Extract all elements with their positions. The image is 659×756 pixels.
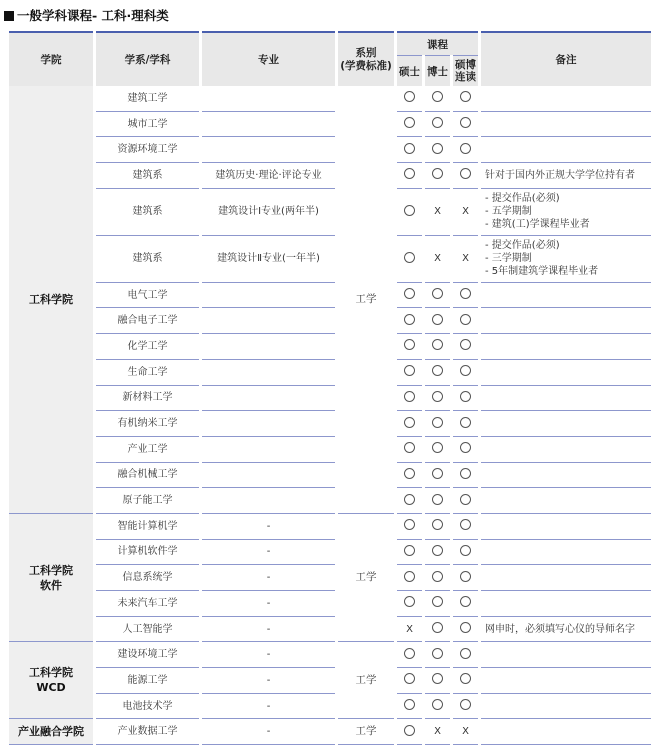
college-cell: 产业融合学院 [9,719,93,745]
header-system: 系别 (学费标准) [338,31,394,86]
table-row [9,360,651,386]
remark-cell [481,163,651,189]
circle-available-icon [432,442,443,453]
major-cell: - [202,668,335,694]
circle-available-icon [460,442,471,453]
remark-cell [481,565,651,591]
table-row [9,437,651,463]
availability-d-cell [425,488,450,514]
circle-available-icon [404,596,415,607]
circle-available-icon [404,468,415,479]
dept-cell: 产业数据工学 [96,719,199,745]
dept-cell: 能源工学 [96,668,199,694]
availability-m-cell [397,540,422,566]
availability-m-cell [397,334,422,360]
dept-cell: 人工智能学 [96,617,199,643]
availability-m-cell [397,163,422,189]
circle-available-icon [404,571,415,582]
major-cell [202,488,335,514]
cross-unavailable-mark: X [462,206,469,218]
circle-available-icon [432,339,443,350]
availability-d-cell [425,137,450,163]
major-cell: - [202,719,335,745]
dept-cell: 建筑系 [96,163,199,189]
major-cell [202,360,335,386]
circle-available-icon [432,314,443,325]
circle-available-icon [404,417,415,428]
availability-m-cell [397,463,422,489]
remark-cell [481,189,651,236]
circle-available-icon [460,519,471,530]
table-row [9,189,651,236]
circle-available-icon [460,391,471,402]
remark-line: - 三学期制 [485,253,532,265]
availability-m-cell [397,514,422,540]
circle-available-icon [404,205,415,216]
table-row [9,488,651,514]
circle-available-icon [404,288,415,299]
availability-d-cell [425,668,450,694]
dept-cell: 生命工学 [96,360,199,386]
availability-d-cell [425,189,450,236]
availability-m-cell [397,137,422,163]
availability-m-cell [397,668,422,694]
table-body [9,86,651,745]
system-cell: 工学 [338,719,394,745]
remark-cell [481,668,651,694]
availability-c-cell [453,694,478,720]
dept-cell: 计算机软件学 [96,540,199,566]
dept-cell: 城市工学 [96,112,199,138]
cross-unavailable-mark: X [434,726,441,738]
table-row [9,642,651,668]
table-row [9,591,651,617]
availability-d-cell [425,591,450,617]
table-row [9,540,651,566]
availability-m-cell [397,112,422,138]
cross-unavailable-mark: X [462,726,469,738]
major-cell [202,411,335,437]
remark-cell [481,86,651,112]
section-title-text: 一般学科课程- 工科·理科类 [17,8,169,23]
circle-available-icon [432,571,443,582]
table-row [9,137,651,163]
availability-d-cell [425,719,450,745]
major-cell [202,308,335,334]
availability-d-cell [425,283,450,309]
remark-cell [481,617,651,643]
table-row [9,283,651,309]
major-cell [202,112,335,138]
dept-cell: 未来汽车工学 [96,591,199,617]
availability-d-cell [425,163,450,189]
circle-available-icon [404,117,415,128]
cross-unavailable-mark: X [462,253,469,265]
circle-available-icon [404,391,415,402]
circle-available-icon [460,673,471,684]
table-row [9,86,651,112]
remark-line: - 五学期制 [485,206,532,218]
availability-c-cell [453,437,478,463]
availability-m-cell [397,694,422,720]
circle-available-icon [460,571,471,582]
circle-available-icon [404,365,415,376]
major-cell: 建筑设计Ⅱ专业(一年半) [202,236,335,283]
availability-d-cell [425,642,450,668]
dept-cell: 智能计算机学 [96,514,199,540]
remark-cell [481,514,651,540]
major-cell [202,137,335,163]
major-cell: - [202,642,335,668]
circle-available-icon [432,91,443,102]
circle-available-icon [460,339,471,350]
circle-available-icon [432,117,443,128]
availability-m-cell [397,386,422,412]
circle-available-icon [404,252,415,263]
remark-cell [481,719,651,745]
availability-d-cell [425,386,450,412]
circle-available-icon [460,622,471,633]
availability-c-cell [453,137,478,163]
circle-available-icon [460,143,471,154]
availability-m-cell [397,236,422,283]
circle-available-icon [432,494,443,505]
availability-m-cell [397,189,422,236]
circle-available-icon [404,314,415,325]
circle-available-icon [460,494,471,505]
major-cell: - [202,514,335,540]
circle-available-icon [432,673,443,684]
availability-d-cell [425,463,450,489]
availability-c-cell [453,617,478,643]
availability-m-cell [397,360,422,386]
circle-available-icon [460,365,471,376]
table-row [9,308,651,334]
header-remark: 备注 [481,31,651,86]
availability-c-cell [453,360,478,386]
circle-available-icon [404,545,415,556]
header-major: 专业 [202,31,335,86]
availability-c-cell [453,540,478,566]
dept-cell: 融合机械工学 [96,463,199,489]
availability-m-cell [397,283,422,309]
availability-d-cell [425,86,450,112]
circle-available-icon [432,648,443,659]
remark-line: - 5年制建筑学课程毕业者 [485,266,599,278]
availability-d-cell [425,112,450,138]
table-row [9,163,651,189]
availability-c-cell [453,463,478,489]
remark-cell [481,437,651,463]
table-row [9,565,651,591]
remark-cell [481,591,651,617]
circle-available-icon [460,117,471,128]
availability-d-cell [425,334,450,360]
dept-cell: 有机纳米工学 [96,411,199,437]
availability-m-cell [397,617,422,643]
remark-cell [481,488,651,514]
major-cell: - [202,565,335,591]
dept-cell: 建设环境工学 [96,642,199,668]
remark-cell [481,236,651,283]
college-cell: 工科学院 WCD [9,642,93,719]
major-cell [202,283,335,309]
header-dept: 学系/学科 [96,31,199,86]
remark-line: - 提交作品(必须) [485,193,560,205]
table-row [9,411,651,437]
circle-available-icon [432,545,443,556]
header-master: 硕士 [397,55,422,86]
availability-c-cell [453,386,478,412]
table-row [9,719,651,745]
table-row [9,514,651,540]
header-doctor: 博士 [425,55,450,86]
circle-available-icon [432,699,443,710]
circle-available-icon [460,596,471,607]
circle-available-icon [460,648,471,659]
major-cell [202,463,335,489]
college-cell: 工科学院 [9,86,93,514]
dept-cell: 资源环境工学 [96,137,199,163]
circle-available-icon [460,168,471,179]
circle-available-icon [404,699,415,710]
availability-c-cell [453,189,478,236]
remark-cell [481,386,651,412]
availability-c-cell [453,86,478,112]
table-row [9,617,651,643]
cross-unavailable-mark: X [434,206,441,218]
cross-unavailable-mark: X [434,253,441,265]
dept-cell: 产业工学 [96,437,199,463]
major-cell: - [202,617,335,643]
remark-cell [481,694,651,720]
availability-m-cell [397,591,422,617]
system-cell: 工学 [338,642,394,719]
availability-c-cell [453,236,478,283]
dept-cell: 新材料工学 [96,386,199,412]
circle-available-icon [432,168,443,179]
major-cell [202,86,335,112]
system-cell: 工学 [338,514,394,642]
table-row [9,112,651,138]
circle-available-icon [460,91,471,102]
major-cell [202,437,335,463]
circle-available-icon [460,468,471,479]
availability-m-cell [397,488,422,514]
table-row [9,463,651,489]
section-title [4,6,169,24]
availability-c-cell [453,411,478,437]
availability-c-cell [453,668,478,694]
availability-m-cell [397,719,422,745]
circle-available-icon [404,494,415,505]
remark-line: - 建筑(工)学课程毕业者 [485,219,590,231]
circle-available-icon [460,314,471,325]
availability-m-cell [397,86,422,112]
remark-cell [481,112,651,138]
availability-m-cell [397,642,422,668]
circle-available-icon [404,91,415,102]
major-cell: - [202,694,335,720]
availability-m-cell [397,411,422,437]
circle-available-icon [460,699,471,710]
major-cell [202,334,335,360]
dept-cell: 电气工学 [96,283,199,309]
circle-available-icon [432,391,443,402]
circle-available-icon [404,168,415,179]
availability-d-cell [425,617,450,643]
course-table [6,31,654,745]
major-cell: - [202,540,335,566]
table-row [9,334,651,360]
dept-cell: 电池技术学 [96,694,199,720]
circle-available-icon [432,417,443,428]
circle-available-icon [432,622,443,633]
remark-line: 网申时，必须填写心仪的导师名字 [485,623,635,635]
circle-available-icon [432,519,443,530]
major-cell: 建筑历史·理论·评论专业 [202,163,335,189]
availability-c-cell [453,488,478,514]
remark-cell [481,283,651,309]
dept-cell: 建筑系 [96,236,199,283]
remark-cell [481,642,651,668]
remark-cell [481,540,651,566]
availability-d-cell [425,565,450,591]
circle-available-icon [404,143,415,154]
availability-m-cell [397,565,422,591]
availability-c-cell [453,112,478,138]
availability-c-cell [453,334,478,360]
circle-available-icon [432,143,443,154]
circle-available-icon [404,673,415,684]
availability-d-cell [425,360,450,386]
major-cell: 建筑设计Ⅰ专业(两年半) [202,189,335,236]
remark-cell [481,137,651,163]
availability-c-cell [453,719,478,745]
availability-m-cell [397,308,422,334]
availability-c-cell [453,283,478,309]
dept-cell: 建筑系 [96,189,199,236]
college-cell: 工科学院 软件 [9,514,93,642]
circle-available-icon [404,339,415,350]
circle-available-icon [404,648,415,659]
remark-cell [481,308,651,334]
circle-available-icon [432,288,443,299]
circle-available-icon [404,442,415,453]
circle-available-icon [404,519,415,530]
remark-line: - 提交作品(必须) [485,240,560,252]
table-row [9,386,651,412]
availability-c-cell [453,591,478,617]
circle-available-icon [432,365,443,376]
header-college: 学院 [9,31,93,86]
major-cell: - [202,591,335,617]
remark-cell [481,411,651,437]
remark-cell [481,463,651,489]
remark-line: 针对于国内外正规大学学位持有者 [485,169,635,181]
dept-cell: 融合电子工学 [96,308,199,334]
system-cell: 工学 [338,86,394,514]
table-row [9,236,651,283]
availability-c-cell [453,565,478,591]
circle-available-icon [404,725,415,736]
square-bullet-icon [4,11,14,21]
header-course: 课程 [397,31,478,55]
availability-d-cell [425,540,450,566]
availability-d-cell [425,514,450,540]
cross-unavailable-mark: X [406,623,413,635]
circle-available-icon [432,596,443,607]
availability-m-cell [397,437,422,463]
availability-d-cell [425,411,450,437]
availability-d-cell [425,694,450,720]
table-row [9,694,651,720]
dept-cell: 建筑工学 [96,86,199,112]
availability-c-cell [453,308,478,334]
dept-cell: 化学工学 [96,334,199,360]
header-combined: 硕博 连读 [453,55,478,86]
availability-d-cell [425,308,450,334]
availability-c-cell [453,163,478,189]
table-row [9,668,651,694]
circle-available-icon [432,468,443,479]
availability-c-cell [453,514,478,540]
remark-cell [481,360,651,386]
availability-c-cell [453,642,478,668]
availability-d-cell [425,236,450,283]
circle-available-icon [460,288,471,299]
dept-cell: 原子能工学 [96,488,199,514]
circle-available-icon [460,545,471,556]
dept-cell: 信息系统学 [96,565,199,591]
major-cell [202,386,335,412]
remark-cell [481,334,651,360]
availability-d-cell [425,437,450,463]
circle-available-icon [460,417,471,428]
